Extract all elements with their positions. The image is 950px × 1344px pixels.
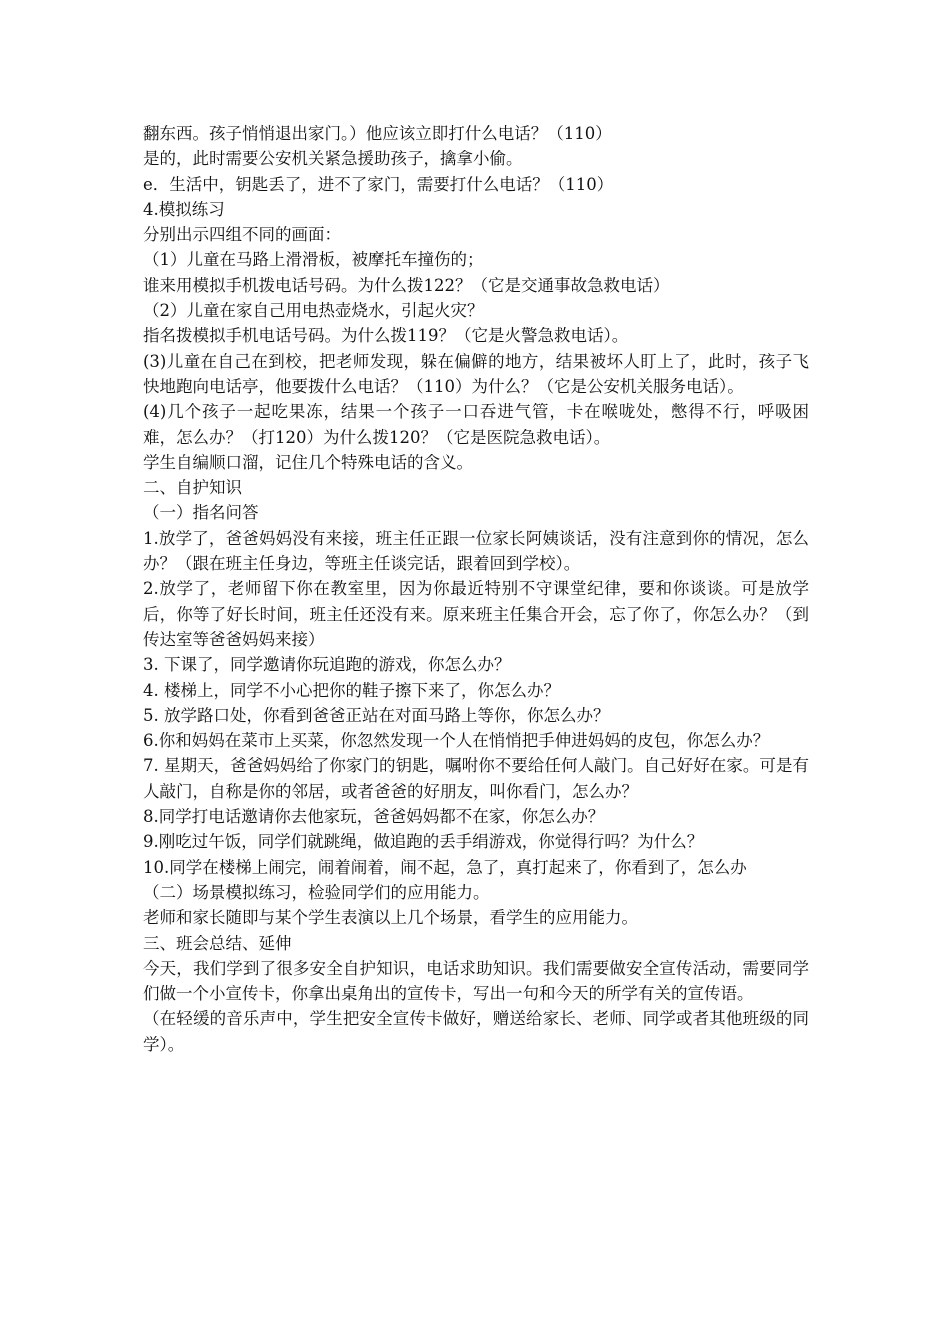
question-2: 2.放学了，老师留下你在教室里，因为你最近特别不守课堂纪律，要和你谈谈。可是放学后，你等了好长时间，班主任还没有来。原来班主任集合开会，忘了你了，你怎么办？（到传达室等爸爸妈妈来接） <box>143 579 809 649</box>
question-1: 1.放学了，爸爸妈妈没有来接，班主任正跟一位家长阿姨谈话，没有注意到你的情况，怎么办？（跟在班主任身边，等班主任谈完话，跟着回到学校）。 <box>143 528 809 574</box>
scene-4: (4)几个孩子一起吃果冻，结果一个孩子一口吞进气管，卡在喉咙处，憋得不行，呼吸困难，怎么办？（打120）为什么拨120？（它是医院急救电话）。 <box>143 402 809 447</box>
subheading-scene-practice: （二）场景模拟练习，检验同学们的应用能力。 <box>143 882 490 902</box>
section-heading-self-protection: 二、自护知识 <box>143 478 242 498</box>
question-3: 3. 下课了，同学邀请你玩追跑的游戏，你怎么办？ <box>143 655 511 675</box>
scene-1-answer: 谁来用模拟手机拨电话号码。为什么拨122？（它是交通事故急救电话） <box>143 275 670 295</box>
subheading-questions: （一）指名问答 <box>143 503 259 523</box>
paragraph-question-e: e．生活中，钥匙丢了，进不了家门，需要打什么电话？（110） <box>143 174 614 194</box>
section-heading-summary: 三、班会总结、延伸 <box>143 933 292 953</box>
question-9: 9.刚吃过午饭，同学们就跳绳，做追跑的丢手绢游戏，你觉得行吗？为什么？ <box>143 832 704 852</box>
question-4: 4. 楼梯上，同学不小心把你的鞋子擦下来了，你怎么办？ <box>143 680 560 700</box>
document-page <box>143 121 809 1057</box>
question-8: 8.同学打电话邀请你去他家玩，爸爸妈妈都不在家，你怎么办？ <box>143 807 605 827</box>
paragraph-rhyme: 学生自编顺口溜，记住几个特殊电话的含义。 <box>143 452 473 472</box>
paragraph-performance: 老师和家长随即与某个学生表演以上几个场景，看学生的应用能力。 <box>143 908 638 928</box>
paragraph-police-answer: 是的，此时需要公安机关紧急援助孩子，擒拿小偷。 <box>143 149 523 169</box>
question-10: 10.同学在楼梯上闹完，闹着闹着，闹不起，急了，真打起来了，你看到了，怎么办 <box>143 857 747 877</box>
paragraph-closing: （在轻缓的音乐声中，学生把安全宣传卡做好，赠送给家长、老师、同学或者其他班级的同学）。 <box>143 1009 809 1054</box>
section-heading-simulation: 4.模拟练习 <box>143 199 225 219</box>
paragraph-four-scenes: 分别出示四组不同的画面： <box>143 225 341 245</box>
paragraph-summary: 今天，我们学到了很多安全自护知识，电话求助知识。我们需要做安全宣传活动，需要同学们做一个小宣传卡，你拿出桌角出的宣传卡，写出一句和今天的所学有关的宣传语。 <box>143 958 809 1004</box>
paragraph-continued-110-question: 翻东西。孩子悄悄退出家门。）他应该立即打什么电话？（110） <box>143 124 612 143</box>
scene-3: (3)儿童在自己在到校，把老师发现，躲在偏僻的地方，结果被坏人盯上了，此时，孩子飞快地跑向电话亭，他要拨什么电话？（110）为什么？（它是公安机关服务电话）。 <box>143 351 809 396</box>
scene-2: （2）儿童在家自己用电热壶烧水，引起火灾？ <box>143 301 484 321</box>
scene-1: （1）儿童在马路上滑滑板，被摩托车撞伤的； <box>143 250 484 270</box>
scene-2-answer: 指名拨模拟手机电话号码。为什么拨119？（它是火警急救电话）。 <box>143 326 629 346</box>
question-5: 5. 放学路口处，你看到爸爸正站在对面马路上等你，你怎么办？ <box>143 705 610 725</box>
question-6: 6.你和妈妈在菜市上买菜，你忽然发现一个人在悄悄把手伸进妈妈的皮包，你怎么办？ <box>143 731 770 751</box>
question-7: 7. 星期天，爸爸妈妈给了你家门的钥匙，嘱咐你不要给任何人敲门。自己好好在家。可是有人敲门，自称是你的邻居，或者爸爸的好朋友，叫你看门，怎么办？ <box>143 756 809 801</box>
